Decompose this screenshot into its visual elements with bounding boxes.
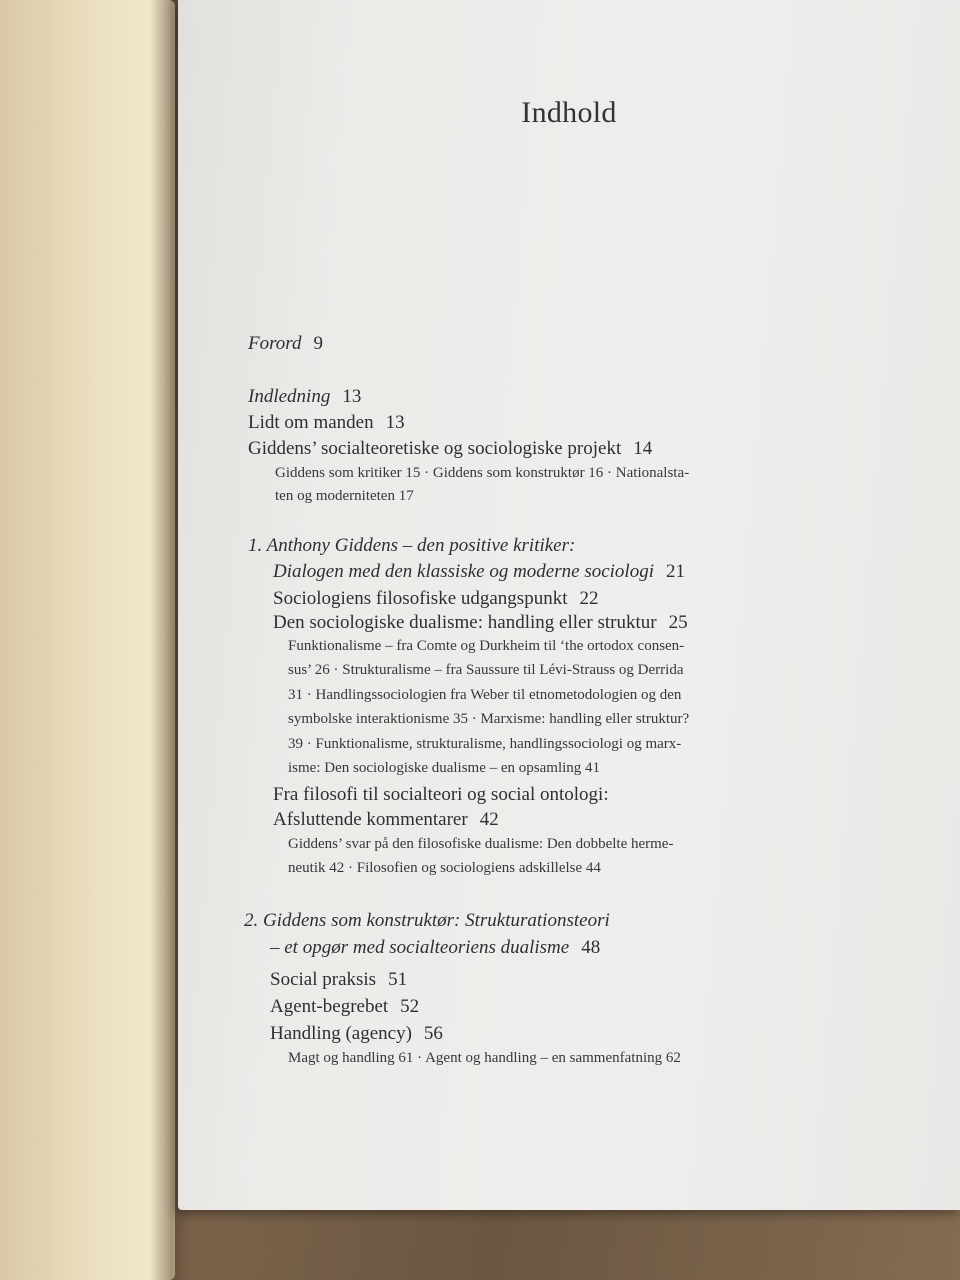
toc-subentries-line: Magt og handling 61 · Agent og handling – en sammenfatning 62 xyxy=(288,1050,681,1066)
page-title: Indhold xyxy=(521,96,617,129)
toc-subentries-line: 39 · Funktionalisme, strukturalisme, handlingssociologi og marx- xyxy=(288,736,682,752)
toc-entry-forord: Forord 9 xyxy=(248,333,323,354)
toc-entry-indledning: Indledning 13 xyxy=(248,386,362,407)
toc-entry-ch1-section-3-cont: Afsluttende kommentarer 42 xyxy=(273,809,499,830)
toc-subentries-line: ten og moderniteten 17 xyxy=(275,488,414,504)
toc-chapter-2-title: 2. Giddens som konstruktør: Strukturationsteori xyxy=(244,910,610,931)
toc-subentries-line: isme: Den sociologiske dualisme – en opsamling 41 xyxy=(288,760,601,776)
toc-chapter-1-subtitle: Dialogen med den klassiske og moderne sociologi 21 xyxy=(273,561,685,582)
toc-subentries-line: 31 · Handlingssociologien fra Weber til etnometodologien og den xyxy=(288,687,682,703)
toc-subentries-line: neutik 42 · Filosofien og sociologiens adskillelse 44 xyxy=(288,860,601,876)
toc-entry-ch1-section-2: Den sociologiske dualisme: handling eller struktur 25 xyxy=(273,612,688,633)
toc-entry-ch2-section-1: Social praksis 51 xyxy=(270,969,408,990)
book-page xyxy=(178,0,960,1210)
toc-entry-lidt-om-manden: Lidt om manden 13 xyxy=(248,412,405,433)
toc-chapter-2-subtitle: – et opgør med socialteoriens dualisme 48 xyxy=(270,937,601,958)
toc-subentries-line: symbolske interaktionisme 35 · Marxisme: handling eller struktur? xyxy=(288,711,690,727)
toc-subentries-line: Giddens som kritiker 15 · Giddens som konstruktør 16 · Nationalsta- xyxy=(275,465,690,481)
toc-entry-ch2-section-3: Handling (agency) 56 xyxy=(270,1023,443,1044)
toc-chapter-1-title: 1. Anthony Giddens – den positive kritiker: xyxy=(248,535,576,556)
toc-entry-ch1-section-1: Sociologiens filosofiske udgangspunkt 22 xyxy=(273,588,599,609)
table-of-contents xyxy=(178,0,960,1210)
toc-subentries-line: Funktionalisme – fra Comte og Durkheim til ‘the ortodox consen- xyxy=(288,638,685,654)
toc-subentries-line: sus’ 26 · Strukturalisme – fra Saussure til Lévi-Strauss og Derrida xyxy=(288,662,684,678)
toc-subentries-line: Giddens’ svar på den filosofiske dualisme: Den dobbelte herme- xyxy=(288,836,674,852)
facing-page xyxy=(0,0,175,1280)
toc-entry-ch1-section-3: Fra filosofi til socialteori og social ontologi: xyxy=(273,784,609,805)
toc-entry-giddens-projekt: Giddens’ socialteoretiske og sociologiske projekt 14 xyxy=(248,438,653,459)
toc-entry-ch2-section-2: Agent-begrebet 52 xyxy=(270,996,420,1017)
